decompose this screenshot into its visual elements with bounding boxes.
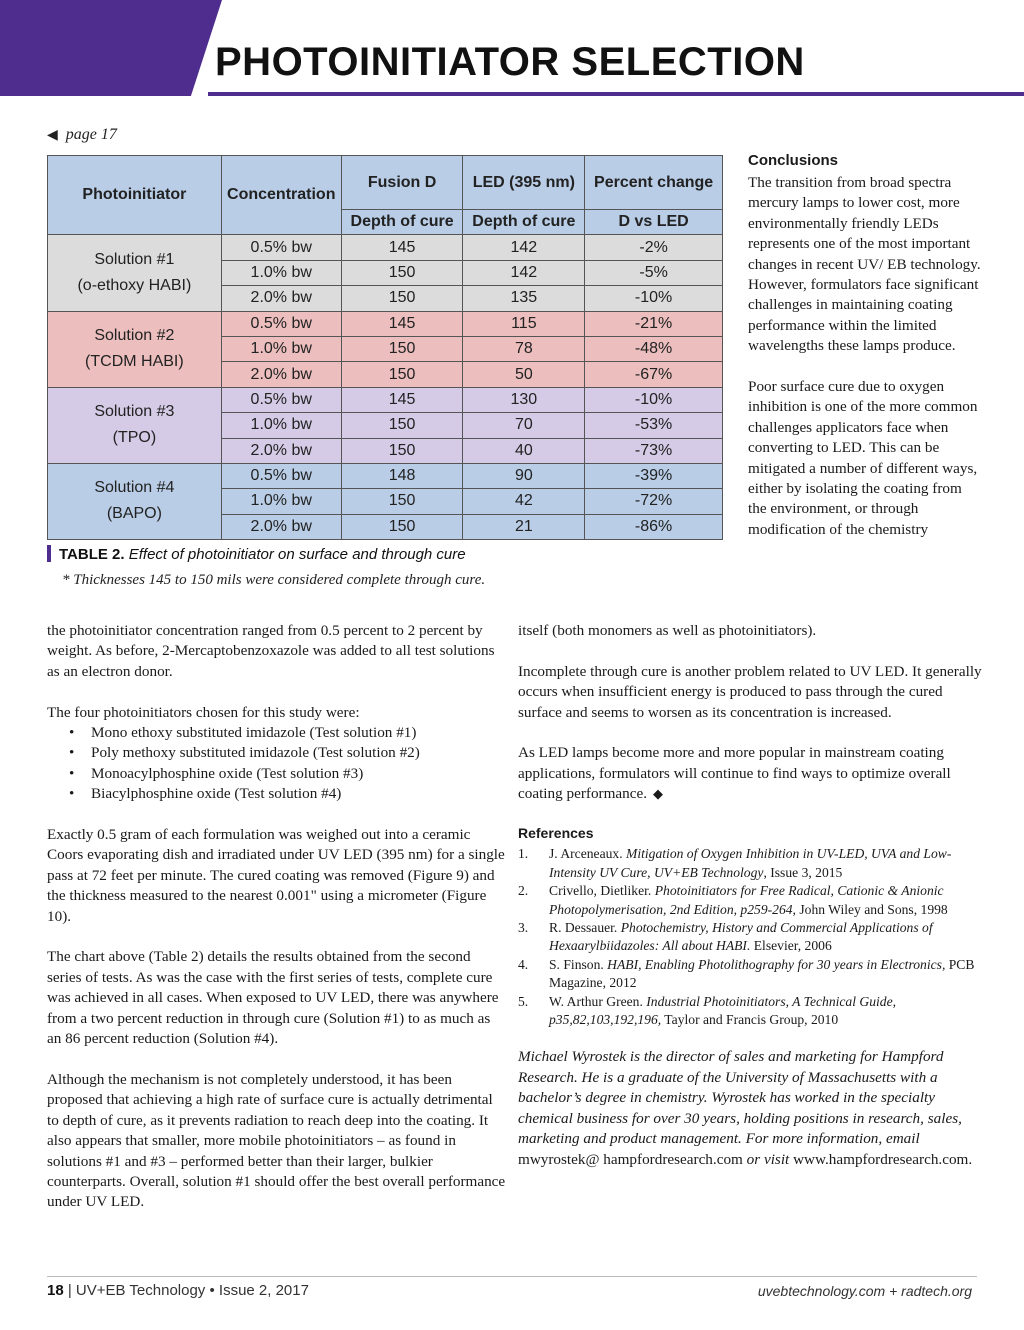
reference-rest: , Issue 3, 2015 [763, 864, 843, 880]
group-name: Solution #2 [94, 327, 175, 345]
cell-conc: 0.5% bw [221, 463, 341, 488]
cell-led: 42 [463, 489, 585, 514]
group-sub: (TCDM HABI) [85, 353, 184, 371]
group-sub: (TPO) [112, 429, 157, 447]
reference-item [518, 882, 983, 919]
footer-left [47, 1282, 309, 1299]
list-item: • Monoacylphosphine oxide (Test solution #3) [47, 764, 507, 784]
cell-pct: -5% [585, 260, 723, 285]
author-email-link[interactable]: mwyrostek@ hampfordresearch.com [518, 1150, 743, 1168]
conclusions-column [748, 173, 984, 561]
group-label [48, 235, 222, 311]
group-sub: (BAPO) [106, 505, 162, 523]
cell-pct: -10% [585, 387, 723, 412]
cell-pct: -53% [585, 413, 723, 438]
table-row [48, 311, 723, 336]
reference-item [518, 845, 983, 882]
cell-conc: 1.0% bw [221, 260, 341, 285]
reference-number: 1. [518, 846, 529, 862]
cell-conc: 1.0% bw [221, 336, 341, 361]
cell-conc: 2.0% bw [221, 362, 341, 387]
cell-led: 21 [463, 514, 585, 539]
cell-pct: -48% [585, 336, 723, 361]
reference-number: 3. [518, 920, 529, 936]
caption-label: TABLE 2. [59, 546, 125, 563]
body-paragraph: Although the mechanism is not completely understood, it has been proposed that achieving a high rate of surface cure is actually detrimental to depth of cure, as it prevents radiation to reach deep into the coating. It also appears that smaller, more mobile photoinitiators – as found in solutions #1 and #3 – performed better than their larger, bulkier counterparts. Overall, solution #1 should offer the best overall performance under UV LED. [47, 1070, 506, 1211]
cell-fusion: 150 [341, 336, 463, 361]
cell-conc: 1.0% bw [221, 413, 341, 438]
list-item: • Mono ethoxy substituted imidazole (Test solution #1) [47, 723, 507, 743]
cell-fusion: 150 [341, 362, 463, 387]
sub-fusion-header: Depth of cure [341, 210, 463, 235]
table-row [48, 463, 723, 488]
references-list [518, 845, 983, 1029]
author-bio [518, 1047, 983, 1169]
body-paragraph [518, 743, 983, 804]
body-paragraph: Incomplete through cure is another problem related to UV LED. It generally occurs when insufficient energy is produced to pass through the cured surface and seems to worsen as its concentration is increased. [518, 662, 982, 721]
cell-led: 50 [463, 362, 585, 387]
col-photoinitiator-header: Photoinitiator [48, 156, 222, 235]
references-heading: References [518, 825, 594, 842]
cell-led: 78 [463, 336, 585, 361]
group-sub: (o-ethoxy HABI) [77, 276, 192, 294]
page-title: PHOTOINITIATOR SELECTION [215, 40, 805, 84]
reference-title: Photoinitiators for Free Radical, Cationic & Anionic Photopolymerisation, 2nd Edition, p259-264, [549, 883, 944, 917]
cell-fusion: 145 [341, 387, 463, 412]
cell-led: 135 [463, 286, 585, 311]
group-name: Solution #1 [94, 250, 175, 268]
closing-text: As LED lamps become more and more popular in mainstream coating applications, formulators will continue to find ways to optimize overall coating performance. [518, 744, 951, 803]
cell-conc: 0.5% bw [221, 387, 341, 412]
body-paragraph: The four photoinitiators chosen for this study were: [47, 703, 360, 721]
cell-pct: -67% [585, 362, 723, 387]
cell-fusion: 145 [341, 235, 463, 260]
cell-fusion: 145 [341, 311, 463, 336]
header-accent-block [0, 0, 222, 96]
reference-title: Mitigation of Oxygen Inhibition in UV-LED, UVA and Low-Intensity UV Cure, UV+EB Technology [549, 846, 952, 880]
reference-rest: PCB Magazine, 2012 [549, 956, 975, 991]
reference-item [518, 956, 983, 993]
cell-fusion: 150 [341, 260, 463, 285]
cell-pct: -72% [585, 489, 723, 514]
reference-item [518, 993, 983, 1030]
cell-conc: 2.0% bw [221, 438, 341, 463]
cell-pct: -73% [585, 438, 723, 463]
cell-fusion: 150 [341, 286, 463, 311]
reference-number: 2. [518, 883, 529, 899]
body-paragraph: the photoinitiator concentration ranged from 0.5 percent to 2 percent by weight. As before, 2-Mercaptobenzoxazole was added to all test solutions as an electron donor. [47, 622, 495, 680]
website-link[interactable]: www.hampfordresearch.com. [793, 1150, 973, 1168]
cell-fusion: 148 [341, 463, 463, 488]
bio-text: Michael Wyrostek is the director of sales and marketing for Hampford Research. He is a graduate of the University of Massachusetts with a bachelor’s degree in chemistry. Wyrostek has worked in the specialty chemical business for over 30 years, holding positions in research, sales, marketing and product management. For more information, email [518, 1048, 962, 1148]
col-led-header: LED (395 nm) [463, 156, 585, 210]
cell-pct: -39% [585, 463, 723, 488]
footer-websites[interactable]: uvebtechnology.com + radtech.org [757, 1283, 972, 1299]
sub-led-header: Depth of cure [463, 210, 585, 235]
body-paragraph: itself (both monomers as well as photoinitiators). [518, 622, 817, 639]
cell-pct: -2% [585, 235, 723, 260]
caption-text: Effect of photoinitiator on surface and through cure [128, 546, 466, 563]
cell-led: 70 [463, 413, 585, 438]
results-table [47, 155, 723, 540]
right-column [518, 621, 983, 1170]
group-label [48, 387, 222, 463]
group-label [48, 463, 222, 539]
group-name: Solution #4 [94, 479, 175, 497]
reference-number: 4. [518, 956, 529, 972]
reference-item [518, 919, 983, 956]
reference-rest: Elsevier, 2006 [750, 938, 832, 954]
list-item: • Biacylphosphine oxide (Test solution #4) [47, 784, 507, 804]
left-column [47, 621, 507, 1233]
cell-conc: 0.5% bw [221, 235, 341, 260]
col-concentration-header: Concentration [221, 156, 341, 235]
group-label [48, 311, 222, 387]
cell-conc: 1.0% bw [221, 489, 341, 514]
col-fusion-header: Fusion D [341, 156, 463, 210]
body-paragraph: The chart above (Table 2) details the results obtained from the second series of tests. As was the case with the first series of tests, complete cure was achieved in all cases. When exposed to UV LED, there was anywhere from a two percent reduction in through cure (Solution #1) to as much as an 86 percent reduction (Solution #4). [47, 948, 499, 1048]
group-name: Solution #3 [94, 403, 175, 421]
cell-pct: -21% [585, 311, 723, 336]
reference-title: Photochemistry, History and Commercial Applications of Hexaarylbiidazoles: All about HABI. [549, 920, 933, 954]
cell-conc: 0.5% bw [221, 311, 341, 336]
caption-bar [47, 545, 51, 562]
page-number: 18 [47, 1282, 64, 1299]
col-pct-header: Percent change [585, 156, 723, 210]
cell-conc: 2.0% bw [221, 514, 341, 539]
table-footnote: * Thicknesses 145 to 150 mils were considered complete through cure. [62, 572, 486, 588]
cell-led: 40 [463, 438, 585, 463]
reference-rest: Taylor and Francis Group, 2010 [661, 1012, 839, 1028]
conclusions-paragraph: The transition from broad spectra mercury lamps to lower cost, more environmentally friendly LEDs represents one of the most important changes in recent UV/ EB technology. However, formulators face significant challenges in maintaining coating performance within the limited wavelengths these lamps produce. [748, 174, 981, 355]
cell-conc: 2.0% bw [221, 286, 341, 311]
reference-title: Industrial Photoinitiators, A Technical Guide, p35,82,103,192,196, [549, 993, 897, 1028]
conclusions-paragraph: Poor surface cure due to oxygen inhibition is one of the more common challenges applicators face when converting to LED. This can be mitigated a number of different ways, either by isolating the coating from the environment, or through modification of the chemistry [748, 378, 978, 538]
reference-author: J. Arceneaux. [549, 846, 627, 862]
cell-led: 115 [463, 311, 585, 336]
reference-author: R. Dessauer. [549, 920, 621, 936]
cell-led: 130 [463, 387, 585, 412]
cell-fusion: 150 [341, 489, 463, 514]
publication-info: | UV+EB Technology • Issue 2, 2017 [63, 1282, 309, 1299]
bio-or: or visit [742, 1150, 794, 1168]
header-rule [208, 92, 1024, 96]
conclusions-heading: Conclusions [748, 152, 839, 169]
reference-author: W. Arthur Green. [549, 993, 647, 1009]
table-row [48, 387, 723, 412]
previous-page-label: page 17 [65, 126, 117, 143]
photoinitiator-list [47, 723, 507, 805]
cell-led: 142 [463, 260, 585, 285]
previous-page-link[interactable] [47, 126, 117, 144]
table-caption [47, 545, 466, 563]
reference-number: 5. [518, 993, 529, 1009]
footer-rule [47, 1276, 977, 1277]
cell-led: 90 [463, 463, 585, 488]
reference-author: Crivello, Dietliker. [549, 883, 655, 899]
reference-rest: John Wiley and Sons, 1998 [795, 901, 948, 917]
cell-led: 142 [463, 235, 585, 260]
cell-pct: -10% [585, 286, 723, 311]
cell-pct: -86% [585, 514, 723, 539]
back-triangle-icon: ◀ [47, 128, 58, 143]
cell-fusion: 150 [341, 514, 463, 539]
sub-pct-header: D vs LED [585, 210, 723, 235]
reference-title: HABI, Enabling Photolithography for 30 years in Electronics, [607, 956, 946, 972]
reference-author: S. Finson. [549, 956, 608, 972]
body-paragraph: Exactly 0.5 gram of each formulation was weighed out into a ceramic Coors evaporating dish and irradiated under UV LED (395 nm) for a single pass at 72 feet per minute. The cured coating was removed (Figure 9) and the thickness measured to the nearest 0.001" using a micrometer (Figure 10). [47, 826, 505, 925]
list-item: • Poly methoxy substituted imidazole (Test solution #2) [47, 743, 507, 763]
table-row [48, 235, 723, 260]
end-diamond-icon: ◆ [653, 786, 664, 802]
cell-fusion: 150 [341, 413, 463, 438]
cell-fusion: 150 [341, 438, 463, 463]
